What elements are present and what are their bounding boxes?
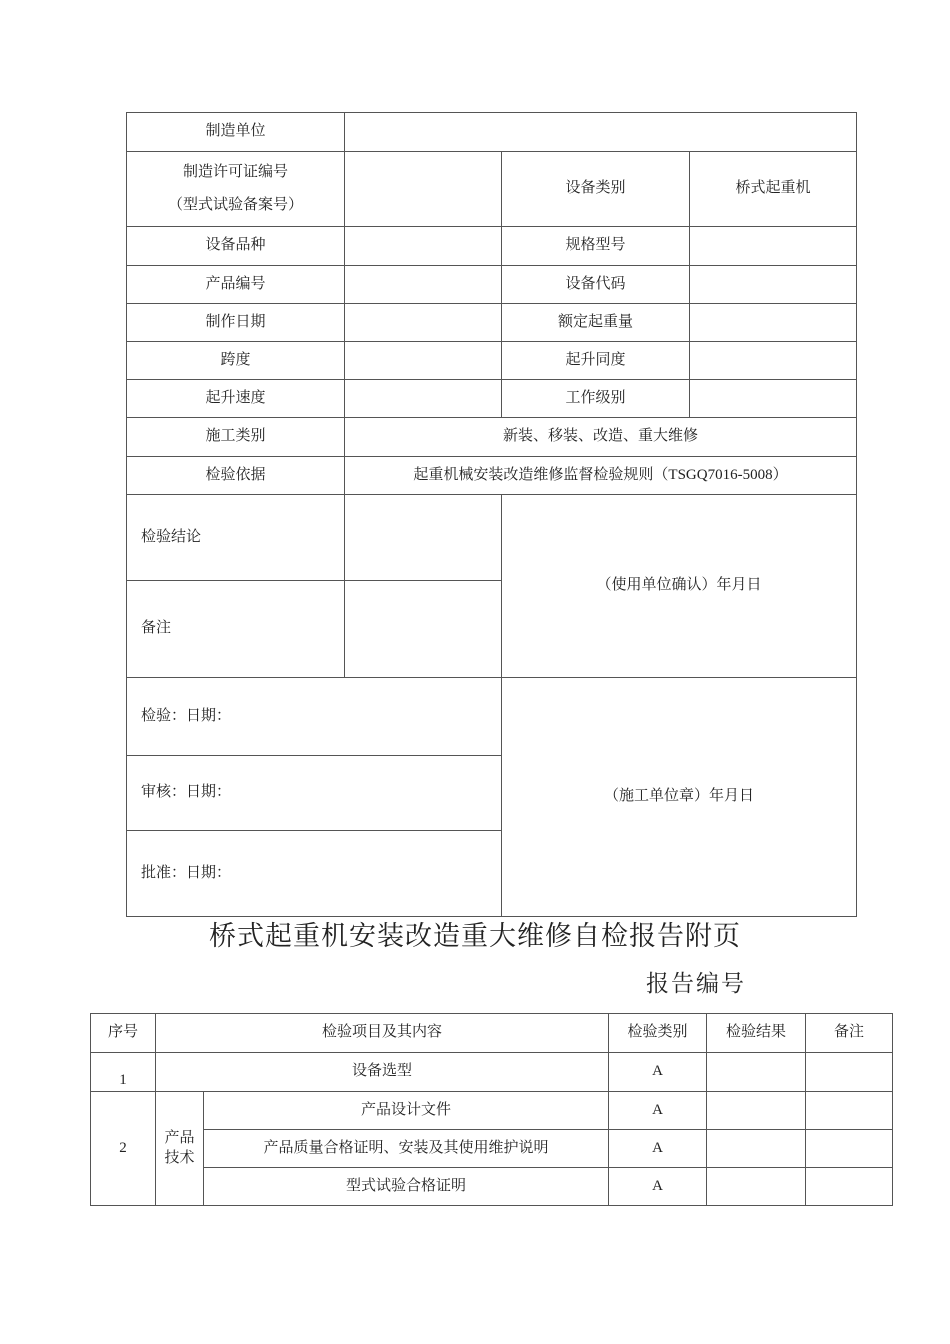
row-category: A [609, 1130, 707, 1168]
row-remark[interactable] [806, 1130, 893, 1168]
header-remark: 备注 [806, 1014, 893, 1053]
conclusion-value[interactable] [345, 495, 502, 581]
equipment-variety-value[interactable] [345, 227, 502, 266]
construction-type-label: 施工类别 [127, 418, 345, 457]
row-item: 型式试验合格证明 [204, 1168, 609, 1206]
header-seq: 序号 [91, 1014, 156, 1053]
row-item: 产品设计文件 [204, 1092, 609, 1130]
remarks-value[interactable] [345, 581, 502, 678]
manufacturer-value[interactable] [345, 113, 857, 152]
row-seq: 1 [91, 1053, 156, 1092]
row-remark[interactable] [806, 1053, 893, 1092]
equipment-category-label: 设备类别 [502, 152, 690, 227]
row-result[interactable] [707, 1053, 806, 1092]
report-number-label: 报告编号 [646, 971, 746, 996]
equipment-info-table [126, 112, 857, 917]
equipment-code-value[interactable] [690, 266, 857, 304]
row-item: 产品质量合格证明、安装及其使用维护说明 [204, 1130, 609, 1168]
inspection-basis-value: 起重机械安装改造维修监督检验规则（TSGQ7016-5008） [345, 457, 857, 495]
group-label-line2: 技术 [164, 1149, 195, 1166]
appendix-title: 桥式起重机安装改造重大维修自检报告附页 [209, 921, 741, 951]
lifting-speed-label: 起升速度 [127, 380, 345, 418]
row-result[interactable] [707, 1168, 806, 1206]
row-category: A [609, 1053, 707, 1092]
inspection-basis-label: 检验依据 [127, 457, 345, 495]
row-result[interactable] [707, 1092, 806, 1130]
work-class-label: 工作级别 [502, 380, 690, 418]
inspector-signature[interactable]: 检验：日期： [127, 678, 502, 756]
row-item: 设备选型 [156, 1053, 609, 1092]
group-label-line1: 产品 [164, 1130, 195, 1146]
row-remark[interactable] [806, 1168, 893, 1206]
header-category: 检验类别 [609, 1014, 707, 1053]
lifting-height-value[interactable] [690, 342, 857, 380]
model-spec-label: 规格型号 [502, 227, 690, 266]
equipment-code-label: 设备代码 [502, 266, 690, 304]
row-category: A [609, 1168, 707, 1206]
row-remark[interactable] [806, 1092, 893, 1130]
header-item: 检验项目及其内容 [156, 1014, 609, 1053]
license-number-value[interactable] [345, 152, 502, 227]
user-confirmation: （使用单位确认）年月日 [502, 495, 857, 678]
manufacturer-label: 制造单位 [127, 113, 345, 152]
license-label-line1: 制造许可证编号 [182, 163, 288, 180]
lifting-speed-value[interactable] [345, 380, 502, 418]
product-tech-group [156, 1092, 204, 1206]
conclusion-label: 检验结论 [127, 495, 345, 581]
span-label: 跨度 [127, 342, 345, 380]
constructor-seal: （施工单位章）年月日 [502, 678, 857, 917]
license-label-line2: （型式试验备案号） [167, 197, 303, 213]
construction-type-value: 新装、移装、改造、重大维修 [345, 418, 857, 457]
rated-load-label: 额定起重量 [502, 304, 690, 342]
remarks-label: 备注 [127, 581, 345, 678]
lifting-height-label: 起升同度 [502, 342, 690, 380]
equipment-variety-label: 设备品种 [127, 227, 345, 266]
row-result[interactable] [707, 1130, 806, 1168]
model-spec-value[interactable] [690, 227, 857, 266]
approver-signature[interactable]: 批准：日期： [127, 831, 502, 917]
manufacture-date-label: 制作日期 [127, 304, 345, 342]
product-number-value[interactable] [345, 266, 502, 304]
header-result: 检验结果 [707, 1014, 806, 1053]
license-number-label [127, 152, 345, 227]
row-seq: 2 [91, 1092, 156, 1206]
reviewer-signature[interactable]: 审核：日期： [127, 756, 502, 831]
appendix-table [90, 1013, 893, 1206]
span-value[interactable] [345, 342, 502, 380]
manufacture-date-value[interactable] [345, 304, 502, 342]
row-category: A [609, 1092, 707, 1130]
rated-load-value[interactable] [690, 304, 857, 342]
work-class-value[interactable] [690, 380, 857, 418]
equipment-category-value: 桥式起重机 [690, 152, 857, 227]
product-number-label: 产品编号 [127, 266, 345, 304]
